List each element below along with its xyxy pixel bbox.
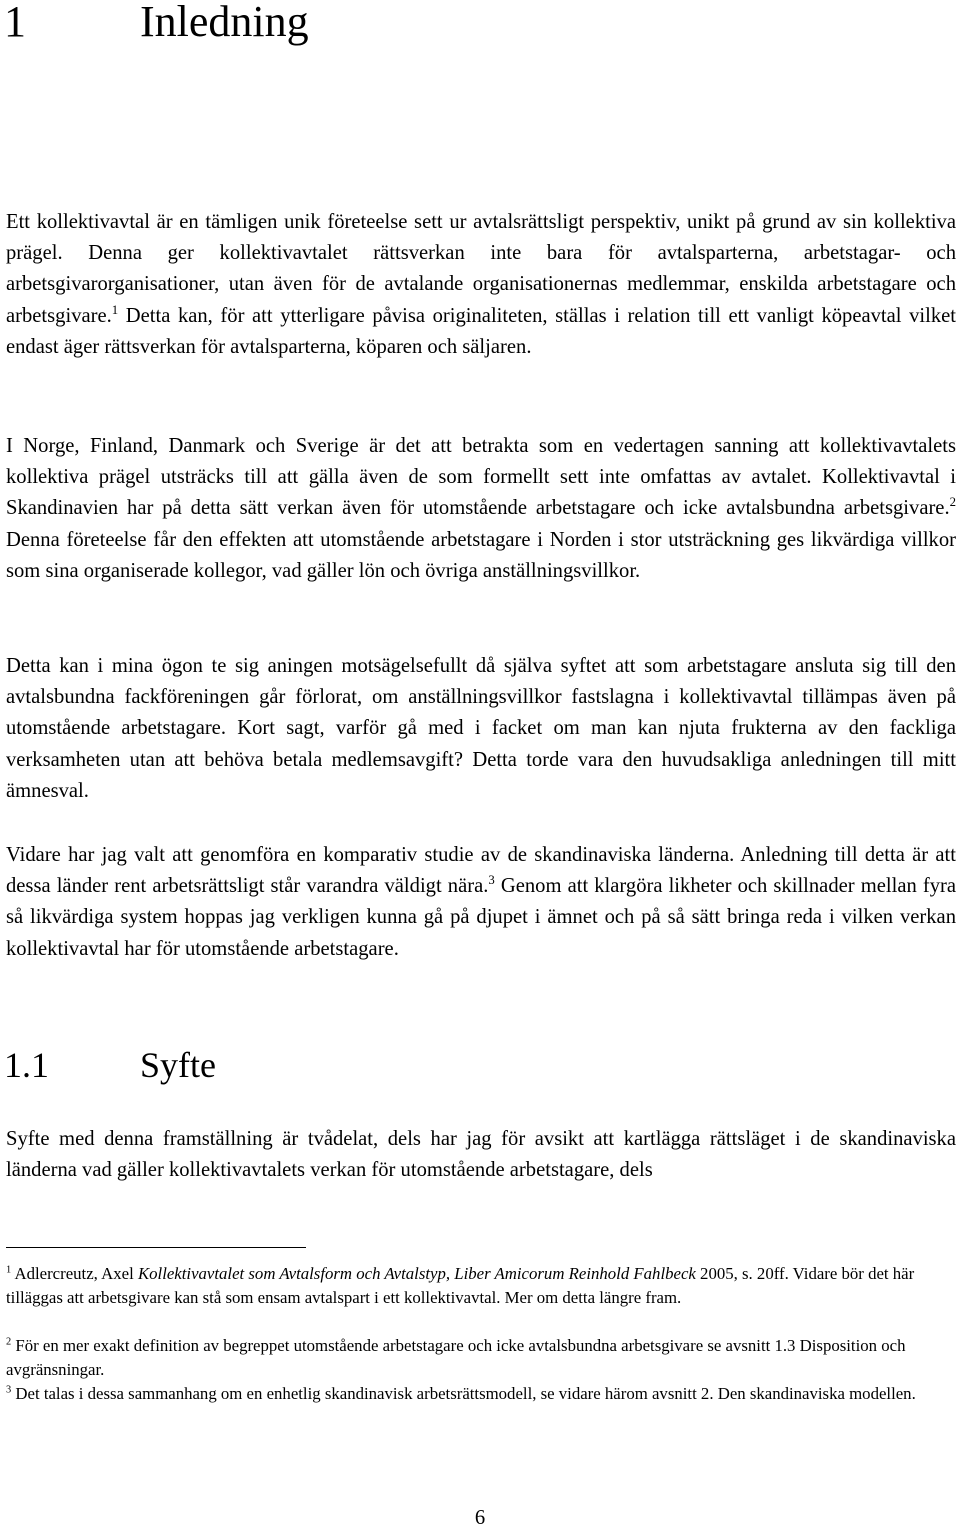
footnote-1-text-a: Adlercreutz, Axel <box>11 1264 138 1283</box>
section-number: 1.1 <box>4 1045 49 1085</box>
paragraph-5: Syfte med denna framställning är tvådelat, dels har jag för avsikt att kartlägga rättsläget i de skandinaviska länderna vad gäller kollektivavtalets verkan för utomstående arbetstagare, dels <box>6 1128 956 1182</box>
page-number: 6 <box>474 1507 486 1529</box>
chapter-heading <box>4 0 309 52</box>
footnote-3 <box>6 1382 951 1406</box>
footnote-ref-1[interactable]: 1 <box>111 302 119 317</box>
footnote-3-mark: 3 <box>6 1384 12 1396</box>
footnote-2-text: För en mer exakt definition av begreppet utomstående arbetstagare och icke avtalsbundna arbetsgivare se avsnitt 1.3 Disposition och avgränsningar. <box>6 1336 906 1379</box>
paragraph-1 <box>6 207 956 363</box>
paragraph-3: Detta kan i mina ögon te sig aningen motsägelsefullt då själva syftet att som arbetstagare ansluta sig till den avtalsbundna fackföreningen går förlorat, om anställningsvillkor fastslagna i kollektivavtal tillämpas även på utomstående arbetstagare. Kort sagt, varför gå med i facket om man kan njuta frukterna av den fackliga verksamheten utan att behöva betala medlemsavgift? Detta torde vara den huvudsakliga anledningen till mitt ämnesval. <box>6 655 956 802</box>
footnote-2 <box>6 1334 951 1382</box>
paragraph-2-text-b: Denna företeelse får den effekten att utomstående arbetstagare i Norden i stor utsträckning ges likvärdiga villkor som sina organiserade kollegor, vad gäller lön och övriga anställningsvillkor. <box>6 528 956 582</box>
chapter-number: 1 <box>4 0 26 46</box>
paragraph-1-text-b: Detta kan, för att ytterligare påvisa originaliteten, ställas i relation till ett vanligt köpeavtal vilket endast äger rättsverkan för avtalsparterna, köparen och säljaren. <box>6 304 956 358</box>
section-title: Syfte <box>140 1045 216 1085</box>
paragraph-4-text-a: Vidare har jag valt att genomföra en komparativ studie av de skandinaviska länderna. Anledning till detta är att dessa länder rent arbetsrättsligt står varandra väldigt nära. <box>6 844 956 898</box>
section-heading <box>4 1040 216 1090</box>
chapter-title: Inledning <box>140 0 309 46</box>
paragraph-2 <box>6 431 956 587</box>
footnote-2-mark: 2 <box>6 1336 12 1348</box>
paragraph-4 <box>6 840 956 965</box>
footnote-separator <box>6 1247 306 1248</box>
footnote-1-text-b: 2005, s. 20ff. Vidare bör det här tilläggas att arbetsgivare kan stå som ensam avtalspart i ett kollektivavtal. Mer om detta längre fram. <box>6 1264 915 1307</box>
paragraph-1-text-a: Ett kollektivavtal är en tämligen unik företeelse sett ur avtalsrättsligt perspektiv, unikt på grund av sin kollektiva prägel. Denna ger kollektivavtalet rättsverkan inte bara för avtalsparterna, arbetstagar- och arbetsgivarorganisationer, utan även för de avtalande organisationernas medlemmar, enskilda arbetstagare och arbetsgivare. <box>6 211 956 327</box>
footnote-ref-3[interactable]: 3 <box>488 873 495 888</box>
footnote-1-mark: 1 <box>6 1264 12 1276</box>
paragraph-2-text-a: I Norge, Finland, Danmark och Sverige är det att betrakta som en vedertagen sanning att kollektivavtalets kollektiva prägel utsträcks till att gälla även de som formellt sett inte omfattas av avtalet. Kollektivavtal i Skandinavien har på detta sätt verkan även för utomstående arbetstagare och icke avtalsbundna arbetsgivare. <box>6 435 956 520</box>
paragraph-4-text-b: Genom att klargöra likheter och skillnader mellan fyra så likvärdiga system hoppas jag verkligen kunna gå på djupet i ämnet och på så sätt bringa reda i vilken verkan kollektivavtal har för utomstående arbetstagare. <box>6 875 956 960</box>
footnote-1-title: Kollektivavtalet som Avtalsform och Avtalstyp, Liber Amicorum Reinhold Fahlbeck <box>137 1264 696 1283</box>
footnote-1 <box>6 1262 951 1310</box>
footnote-ref-2[interactable]: 2 <box>949 495 956 510</box>
footnote-3-text: Det talas i dessa sammanhang om en enhetlig skandinavisk arbetsrättsmodell, se vidare härom avsnitt 2. Den skandinaviska modellen. <box>11 1384 916 1403</box>
